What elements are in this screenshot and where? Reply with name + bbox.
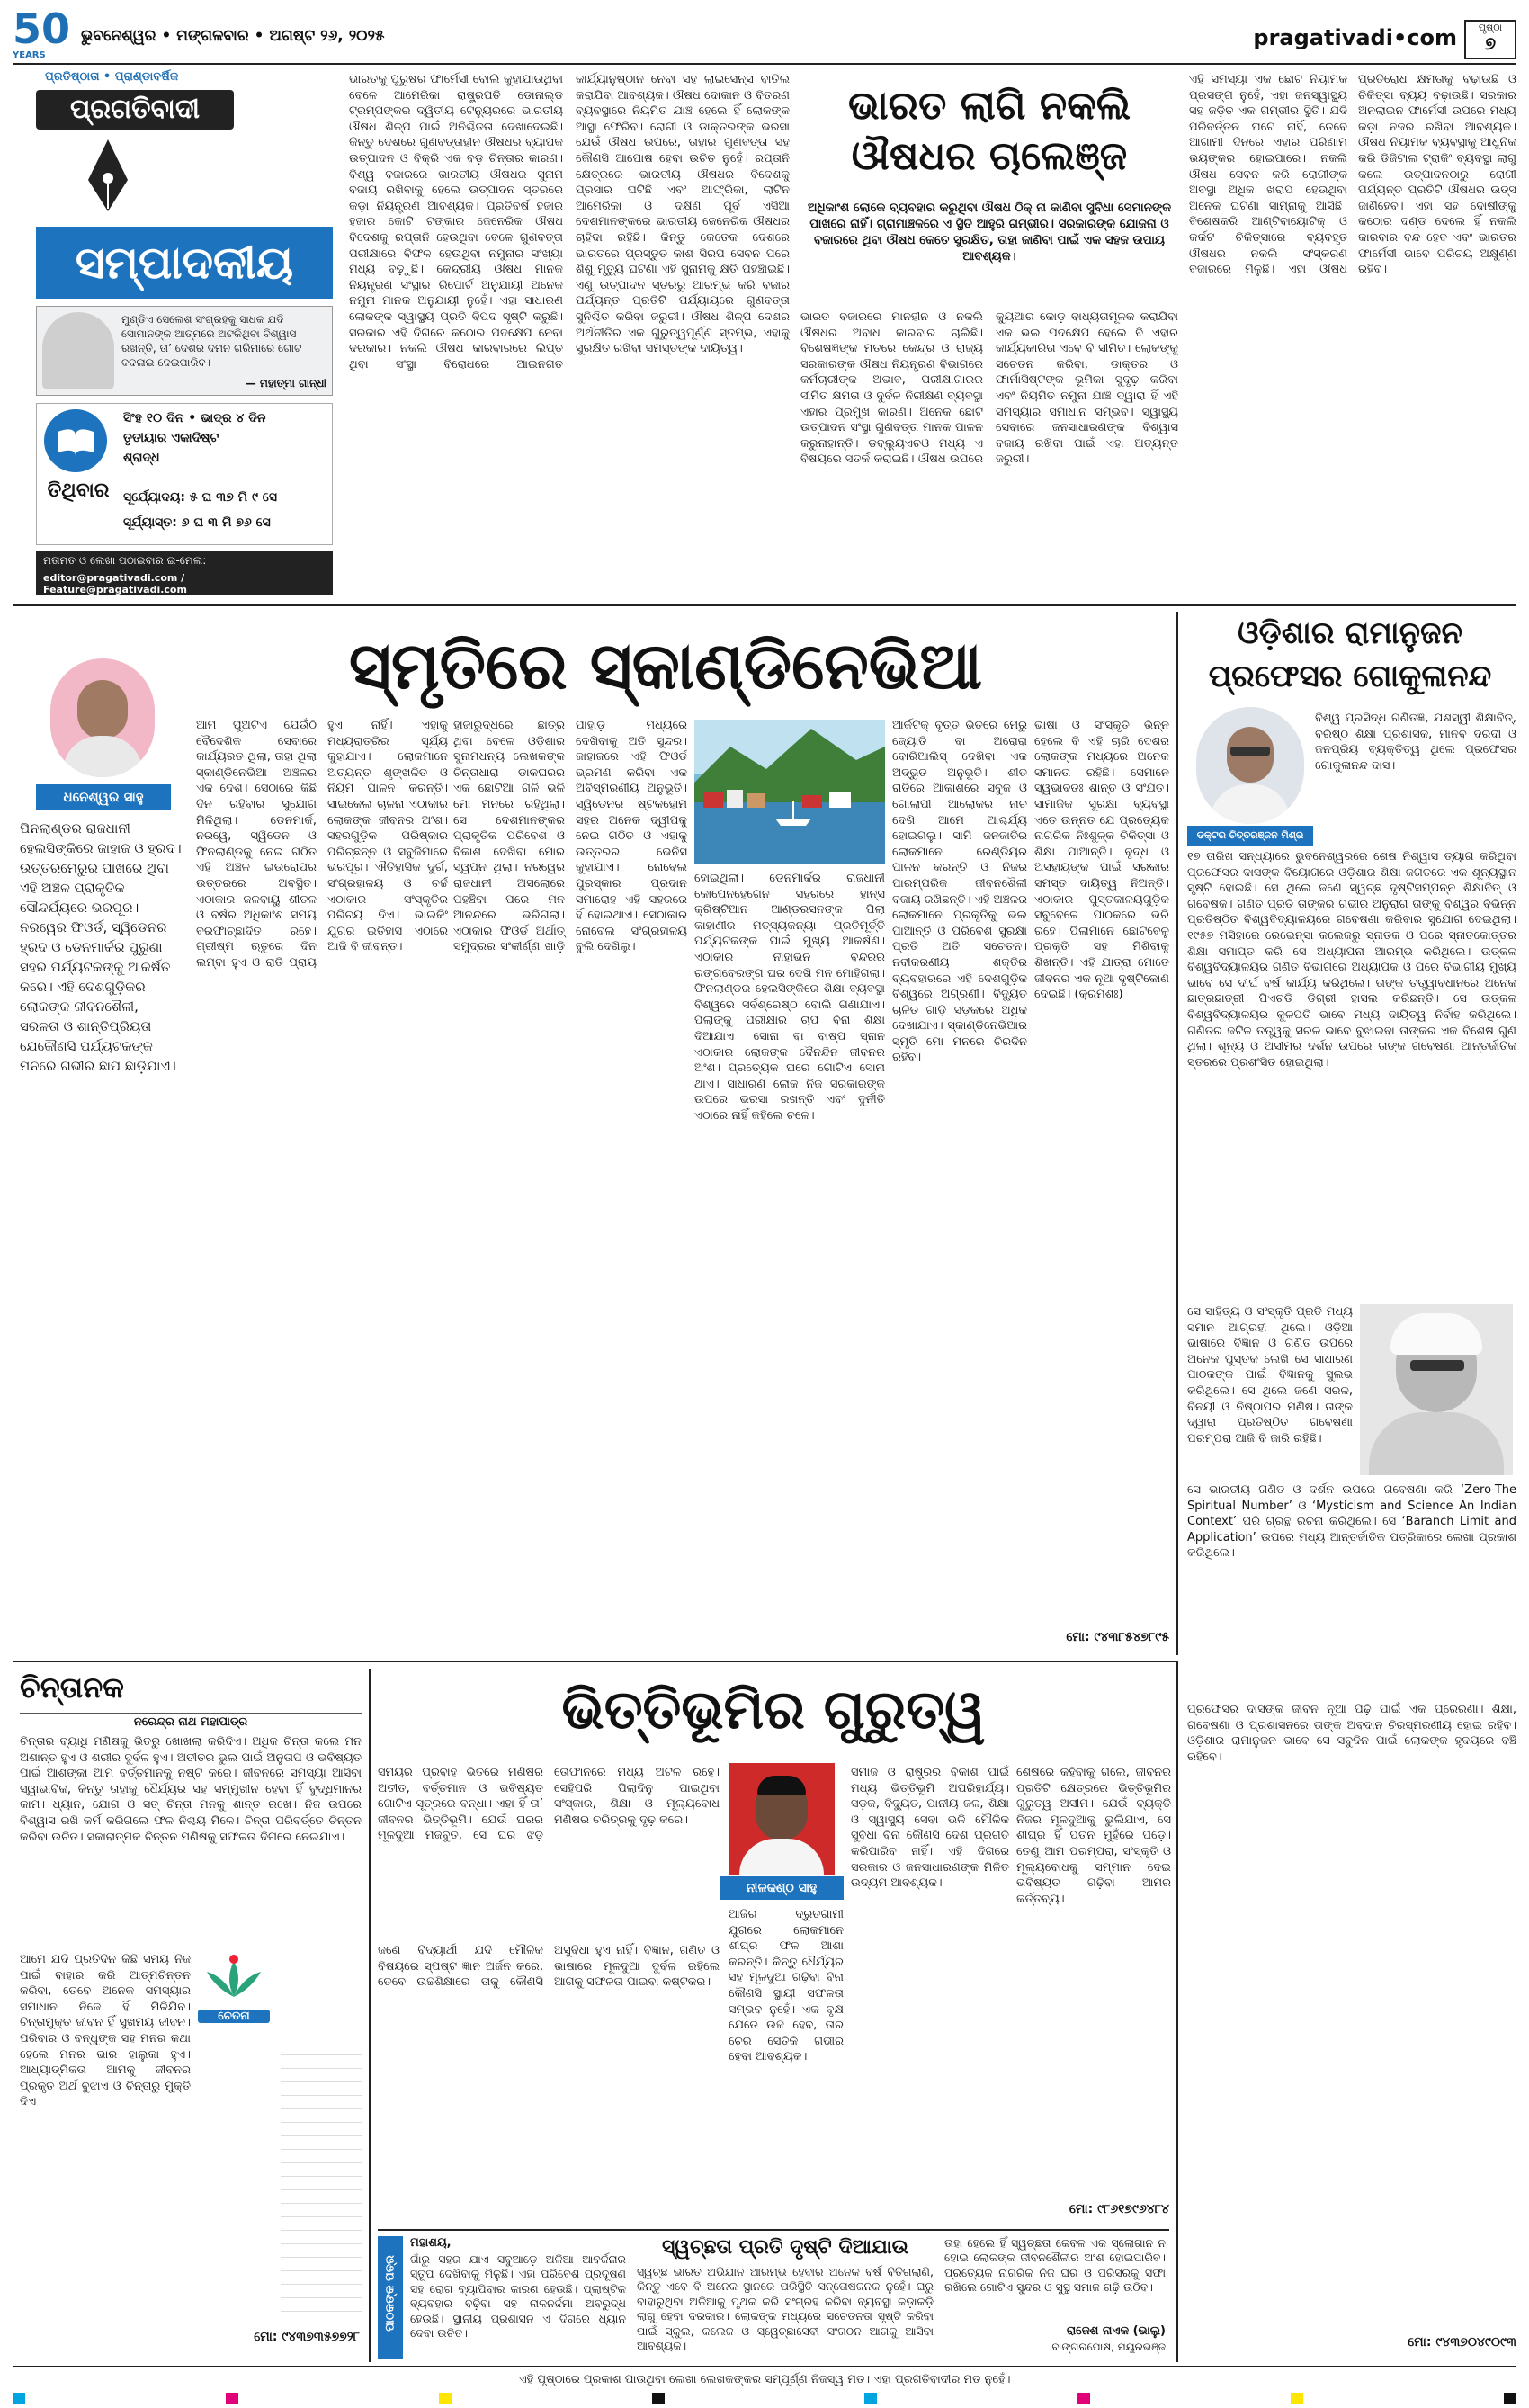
chetana-label: ଚେତନା [198, 2010, 270, 2023]
travel-phone: ମୋ: ୯୪୩୮୫୪୭୮୯୫ [1066, 1630, 1169, 1644]
sunset: ସୂର୍ଯ୍ୟାସ୍ତ: ୬ ଘ ୩ ମି ୭୬ ସେ [123, 515, 271, 530]
color-mark-magenta-2 [1077, 2393, 1090, 2404]
sunrise: ସୂର୍ଯ୍ୟୋଦୟ: ୫ ଘ ୩୭ ମି ୯ ସେ [123, 490, 277, 505]
letters-signature: ରାଜେଶ ନାଏକ (ଭାଲୁ) [1066, 2324, 1166, 2338]
tithi-line1: ସିଂହ ୧୦ ଦିନ • ଭାଦ୍ର ୪ ଦିନ [123, 411, 266, 425]
editorial-bottom-rule [13, 604, 1516, 606]
ramanujan-headline-line2: ପ୍ରଫେସର ଗୋକୁଳାନନ୍ଦ [1208, 658, 1492, 694]
dateline: ଭୁବନେଶ୍ୱର • ମଙ୍ଗଳବାର • ଅଗଷ୍ଟ ୨୬, ୨୦୨୫ [81, 27, 385, 45]
masthead-rule [13, 63, 1516, 65]
quote-text: ମୁଣ୍ଡିଏ ସେଲେଶ ସଂଗ୍ରହକୁ ସାଧକ ଯଦି ସୋମାନଙ୍କ ଆତ୍ମରେ ଅଟକିଥିବା ବିଶ୍ୱାସ ରଖନ୍ତି, ତା’ ଦେଶର ଦମନ ଗରିମାରେ ଗୋଟ ବଦଳାଇ ଦେଇପାରିବ। [121, 313, 302, 369]
foundation-headline: ଭିତ୍ତିଭୂମିର ଗୁରୁତ୍ୱ [561, 1678, 986, 1741]
travel-col4: ଆର୍କଟିକ୍ ବୃତ୍ତ ଭିତରେ ମେରୁ ଜ୍ୟୋତି ବା ଅରୋରା ବୋରିଆଲିସ୍ ଦେଖିବା ଏକ ଅଦ୍ଭୁତ ଅନୁଭୂତି। ଶୀତ ରାତିରେ ଆକାଶରେ ସବୁଜ ଓ ଗୋଲାପୀ ଆଲୋକର ନାଚ ଦେଖି ଆମେ ଆଶ୍ଚର୍ଯ୍ୟ ହୋଇଗଲୁ। ସାମି ଜନଜାତିର ଲୋକମାନେ ରେଣ୍ଡିୟର ପାଳନ କରନ୍ତି ଓ ନିଜର ପାରମ୍ପରିକ ଜୀବନଶୈଳୀ ବଜାୟ ରଖିଛନ୍ତି। ଏହି ଅଞ୍ଚଳର ଲୋକମାନେ ପ୍ରକୃତିକୁ ଭଲ ପାଆନ୍ତି ଓ ପରିବେଶ ସୁରକ୍ଷା ପ୍ରତି ଅତି ସଚେତନ। ନବୀକରଣୀୟ ଶକ୍ତିର ବ୍ୟବହାରରେ ଏହି ଦେଶଗୁଡ଼ିକ ବିଶ୍ୱରେ ଅଗ୍ରଣୀ। ବିଦ୍ୟୁତ ଚାଳିତ ଗାଡ଼ି ସଡ଼କରେ ଅଧିକ ଦେଖାଯାଏ। ସ୍କାଣ୍ଡିନେଭିଆର ସ୍ମୃତି ମୋ ମନରେ ଚିରଦିନ ରହିବ। [892, 719, 1027, 1065]
ramanujan-divider [1176, 612, 1178, 1655]
brand-name: ପ୍ରଗତିବାଦୀ [69, 94, 201, 125]
color-mark-magenta [226, 2393, 238, 2404]
anniversary-number: 50 [13, 4, 71, 53]
travel-col1: ଆମ ପୁଅଟିଏ ଯେଉଁଠି ବୈଦେଶିକ ସେବାରେ କାର୍ଯ୍ୟରତ ଥିଲା, ତାହା ଥିଲା ସ୍କାଣ୍ଡିନେଭିଆ ଅଞ୍ଚଳର ଏକ ଦେଶ। ସେଠାରେ କିଛି ଦିନ ରହିବାର ସୁଯୋଗ ମିଳିଥିଲା। ଡେନମାର୍କ, ନରୱେ, ସ୍ୱିଡେନ ଓ ଫିନଲାଣ୍ଡକୁ ନେଇ ଗଠିତ ଏହି ଅଞ୍ଚଳ ଇଉରୋପର ଉତ୍ତରରେ ଅବସ୍ଥିତ। ଏଠାକାର ଜଳବାୟୁ ଶୀତଳ ଓ ବର୍ଷର ଅଧିକାଂଶ ସମୟ ବରଫାଚ୍ଛାଦିତ ରହେ। ଗ୍ରୀଷ୍ମ ଋତୁରେ ଦିନ ଲମ୍ବା ହୁଏ ଓ ରାତି ପ୍ରାୟ ହୁଏ ନାହିଁ। ଏହାକୁ ମଧ୍ୟରାତ୍ରିର ସୂର୍ଯ୍ୟ କୁହାଯାଏ। ଲୋକମାନେ ଅତ୍ୟନ୍ତ ଶୃଙ୍ଖଳିତ ଓ ନିୟମ ପାଳନ କରନ୍ତି। ସାଇକେଲ ଚାଳନା ଏଠାକାର ଲୋକଙ୍କ ଜୀବନର ଅଂଶ। ସହରଗୁଡ଼ିକ ପରିଷ୍କାର ପରିଚ୍ଛନ୍ନ ଓ ସବୁଜିମାରେ ଭରପୂର। ଐତିହାସିକ ଦୁର୍ଗ, ସଂଗ୍ରହାଳୟ ଓ ଚର୍ଚ୍ଚ ଏଠାକାର ସଂସ୍କୃତିର ପରିଚୟ ଦିଏ। ଭାଇକିଂ ଯୁଗର ଇତିହାସ ଏଠାରେ ଆଜି ବି ଜୀବନ୍ତ। [196, 719, 448, 970]
chintanaka-body: ଚିନ୍ତାର ବ୍ୟାଧି ମଣିଷକୁ ଭିତରୁ ଖୋଖଲା କରିଦିଏ। ଅଧିକ ଚିନ୍ତା କଲେ ମନ ଅଶାନ୍ତ ହୁଏ ଓ ଶରୀର ଦୁର୍ବଳ ହୁଏ। ଅତୀତର ଭୁଲ ପାଇଁ ଅନୁତାପ ଓ ଭବିଷ୍ୟତ ପାଇଁ ଆଶଙ୍କା ଆମ ବର୍ତ୍ତମାନକୁ ନଷ୍ଟ କରେ। ଜୀବନରେ ସମସ୍ୟା ଆସିବା ସ୍ୱାଭାବିକ, କିନ୍ତୁ ତାହାକୁ ଧୈର୍ଯ୍ୟର ସହ ସମ୍ମୁଖୀନ ହେବା ହିଁ ବୁଦ୍ଧିମାନର କାମ। ଧ୍ୟାନ, ଯୋଗ ଓ ସତ୍ ଚିନ୍ତା ମନକୁ ଶାନ୍ତ ରଖେ। ନିଜ ଉପରେ ବିଶ୍ୱାସ ରଖି କର୍ମ କରିଗଲେ ଫଳ ନିଶ୍ଚୟ ମିଳେ। ଚିନ୍ତା ପରିବର୍ତ୍ତେ ଚିନ୍ତନ କରିବା ଉଚିତ। ସକାରାତ୍ମକ ଚିନ୍ତନ ମଣିଷକୁ ସଫଳତା ଦିଗରେ ନେଇଯାଏ। [20, 1735, 362, 1844]
editorial-body2: ଭାରତ ବଜାରରେ ମାନହୀନ ଓ ନକଲି ଔଷଧର ଅବାଧ କାରବାର ଚାଲିଛି। ବିଶେଷଜ୍ଞଙ୍କ ମତରେ କେନ୍ଦ୍ର ଓ ରାଜ୍ୟ ସରକାରଙ୍କ ଔଷଧ ନିୟନ୍ତ୍ରଣ ବିଭାଗରେ କର୍ମଚାରୀଙ୍କ ଅଭାବ, ପରୀକ୍ଷାଗାରର ସୀମିତ କ୍ଷମତା ଓ ଦୁର୍ବଳ ନିରୀକ୍ଷଣ ବ୍ୟବସ୍ଥା ଏହାର ପ୍ରମୁଖ କାରଣ। ଅନେକ ଛୋଟ ଉତ୍ପାଦନ ସଂସ୍ଥା ଗୁଣବତ୍ତା ମାନକ ପାଳନ କରୁନାହାନ୍ତି। ଡବ୍ଲ୍ୟୁଏଚଓ ମଧ୍ୟ ଏ ବିଷୟରେ ସତର୍କ କରାଇଛି। ଔଷଧ ଉପରେ କ୍ୟୁଆର କୋଡ଼ ବାଧ୍ୟତାମୂଳକ କରାଯିବା ଏକ ଭଲ ପଦକ୍ଷେପ ହେଲେ ବି ଏହାର କାର୍ଯ୍ୟକାରିତା ଏବେ ବି ସୀମିତ। ଲୋକଙ୍କୁ ସଚେତନ କରିବା, ଡାକ୍ତର ଓ ଫାର୍ମାସିଷ୍ଟଙ୍କ ଭୂମିକା ସୁଦୃଢ଼ କରିବା ଏବଂ ନିୟମିତ ନମୁନା ଯାଞ୍ଚ ଦ୍ୱାରା ହିଁ ଏହି ସମସ୍ୟାର ସମାଧାନ ସମ୍ଭବ। ସ୍ୱାସ୍ଥ୍ୟ ସେବାରେ ଜନସାଧାରଣଙ୍କ ବିଶ୍ୱାସ ବଜାୟ ରଖିବା ପାଇଁ ଏହା ଅତ୍ୟନ୍ତ ଜରୁରୀ। [800, 310, 1178, 467]
foundation-col4: ସମାଜ ଓ ରାଷ୍ଟ୍ରର ବିକାଶ ପାଇଁ ମଧ୍ୟ ଭିତ୍ତିଭୂମି ଅପରିହାର୍ଯ୍ୟ। ସଡ଼କ, ବିଦ୍ୟୁତ, ପାନୀୟ ଜଳ, ଶିକ୍ଷା ଓ ସ୍ୱାସ୍ଥ୍ୟ ସେବା ଭଳି ମୌଳିକ ସୁବିଧା ବିନା କୌଣସି ଦେଶ ପ୍ରଗତି କରିପାରିବ ନାହିଁ। ଏହି ଦିଗରେ ସରକାର ଓ ଜନସାଧାରଣଙ୍କ ମିଳିତ ଉଦ୍ୟମ ଆବଶ୍ୟକ। [851, 1766, 1009, 1891]
footer-rule [13, 2366, 1516, 2367]
foundation-col5: ଶେଷରେ କହିବାକୁ ଗଲେ, ଜୀବନର ପ୍ରତିଟି କ୍ଷେତ୍ରରେ ଭିତ୍ତିଭୂମିର ଗୁରୁତ୍ୱ ଅସୀମ। ଯେଉଁ ବ୍ୟକ୍ତି ନିଜର ମୂଳଦୁଆକୁ ଭୁଲିଯାଏ, ସେ ଶୀଘ୍ର ହିଁ ପତନ ମୁହଁରେ ପଡ଼େ। ତେଣୁ ଆମ ପରମ୍ପରା, ସଂସ୍କୃତି ଓ ମୂଲ୍ୟବୋଧକୁ ସମ୍ମାନ ଦେଇ ଭବିଷ୍ୟତ ଗଢ଼ିବା ଆମର କର୍ତ୍ତବ୍ୟ। [1016, 1766, 1171, 1906]
chintanaka-divider [369, 1669, 371, 2362]
color-mark-black [652, 2393, 665, 2404]
editorial-lead: ଅଧିକାଂଶ ଲୋକେ ବ୍ୟବହାର କରୁଥିବା ଔଷଧ ଠିକ୍ ନା କାଣିବା ସୁବିଧା ସେମାନଙ୍କ ପାଖରେ ନାହିଁ। ଗ୍ରାମାଞ୍ଚଳରେ ଏ ସ୍ଥିତି ଆହୁରି ଗମ୍ଭୀର। ସରକାରଙ୍କ ଯୋଜନା ଓ ବଜାରରେ ଥିବା ଔଷଧ କେତେ ସୁରକ୍ଷିତ, ତାହା ଜାଣିବା ପାଇଁ ଏକ ସହଜ ଉପାୟ ଆବଶ୍ୟକ। [807, 201, 1172, 264]
ramanujan-body2: ସେ ସାହିତ୍ୟ ଓ ସଂସ୍କୃତି ପ୍ରତି ମଧ୍ୟ ସମାନ ଆଗ୍ରହୀ ଥିଲେ। ଓଡ଼ିଆ ଭାଷାରେ ବିଜ୍ଞାନ ଓ ଗଣିତ ଉପରେ ଅନେକ ପୁସ୍ତକ ଲେଖି ସେ ସାଧାରଣ ପାଠକଙ୍କ ପାଇଁ ବିଜ୍ଞାନକୁ ସୁଲଭ କରିଥିଲେ। ସେ ଥିଲେ ଜଣେ ସରଳ, ବିନୟୀ ଓ ନିଷ୍ଠାପର ମଣିଷ। ତାଙ୍କ ଦ୍ୱାରା ପ୍ରତିଷ୍ଠିତ ଗବେଷଣା ପରମ୍ପରା ଆଜି ବି ଜାରି ରହିଛି। [1187, 1305, 1353, 1446]
editorial-headline-line1: ଭାରତ ଲାଗି ନକଲି [848, 83, 1131, 129]
foundation-phone: ମୋ: ୯୮୬୧୭୯୬୪୮୪ [1069, 2202, 1169, 2216]
ramanujan-body: ୧୭ ତାରିଖ ସନ୍ଧ୍ୟାରେ ଭୁବନେଶ୍ୱରରେ ଶେଷ ନିଶ୍ୱାସ ତ୍ୟାଗ କରିଥିବା ପ୍ରଫେସର ଦାସଙ୍କ ବିୟୋଗରେ ଓଡ଼ିଶାର ଶିକ୍ଷା ଜଗତରେ ଏକ ଶୂନ୍ୟସ୍ଥାନ ସୃଷ୍ଟି ହୋଇଛି। ସେ ଥିଲେ ଜଣେ ସ୍ୱଚ୍ଛ ଦୃଷ୍ଟିସମ୍ପନ୍ନ ଶିକ୍ଷାବିତ୍ ଓ ଗବେଷକ। ଗଣିତ ପ୍ରତି ତାଙ୍କର ଗଭୀର ଅନୁରାଗ ତାଙ୍କୁ ବିଶ୍ୱର ବିଭିନ୍ନ ପ୍ରତିଷ୍ଠିତ ବିଶ୍ୱବିଦ୍ୟାଳୟରେ ଗବେଷଣା କରିବାର ସୁଯୋଗ ଦେଇଥିଲା। ୧୯୫୭ ମସିହାରେ ରେଭେନ୍ସା କଲେଜରୁ ସ୍ନାତକ ଓ ପରେ ସ୍ନାତକୋତ୍ତର ଶିକ୍ଷା ସମାପ୍ତ କରି ସେ ଅଧ୍ୟାପନା ଆରମ୍ଭ କରିଥିଲେ। ଉତ୍କଳ ବିଶ୍ୱବିଦ୍ୟାଳୟର ଗଣିତ ବିଭାଗରେ ଅଧ୍ୟାପକ ଓ ପରେ ବିଭାଗୀୟ ମୁଖ୍ୟ ଭାବେ ସେ ଦୀର୍ଘ ବର୍ଷ କାର୍ଯ୍ୟ କରିଥିଲେ। ତାଙ୍କ ତତ୍ତ୍ୱାବଧାନରେ ଅନେକ ଛାତ୍ରଛାତ୍ରୀ ପିଏଚଡି ଡିଗ୍ରୀ ହାସଲ କରିଛନ୍ତି। ସେ ଉତ୍କଳ ବିଶ୍ୱବିଦ୍ୟାଳୟର କୁଳପତି ଭାବେ ମଧ୍ୟ ଦାୟିତ୍ୱ ନିର୍ବାହ କରିଥିଲେ। ଗଣିତର ଜଟିଳ ତତ୍ତ୍ୱକୁ ସରଳ ଭାବେ ବୁଝାଇବା ତାଙ୍କର ଏକ ବିଶେଷ ଗୁଣ ଥିଲା। ଶୂନ୍ୟ ଓ ଅସୀମର ଦର୍ଶନ ଉପରେ ତାଙ୍କ ଗବେଷଣା ଆନ୍ତର୍ଜାତିକ ସ୍ତରରେ ପ୍ରଶଂସିତ ହୋଇଥିଲା। [1187, 850, 1516, 1070]
ramanujan-books: ସେ ଭାରତୀୟ ଗଣିତ ଓ ଦର୍ଶନ ଉପରେ ଗବେଷଣା କରି ‘Zero-The Spiritual Number’ ଓ ‘Mysticism and Science An Indian Context’ ପରି ଗ୍ରନ୍ଥ ରଚନା କରିଥିଲେ। ସେ ‘Baranch Limit and Application’ ଉପରେ ମଧ୍ୟ ଆନ୍ତର୍ଜାତିକ ପତ୍ରିକାରେ ଲେଖା ପ୍ରକାଶ କରିଥିଲେ। [1187, 1483, 1516, 1561]
tithi-line2: ତୃତୀୟାର ଏକାଦିଷ୍ଟ [123, 431, 219, 445]
gandhi-portrait [42, 312, 114, 389]
color-mark-yellow-2 [1291, 2393, 1303, 2404]
gokulananda-photo [1360, 1304, 1513, 1475]
chintanaka-phone: ମୋ: ୯୪୩୭୩୫୭୭୨୮ [254, 2330, 360, 2344]
contact-label: ମତାମତ ଓ ଲେଖା ପଠାଇବାର ଇ-ମେଲ: [43, 554, 207, 567]
chetana-logo [198, 1952, 270, 2033]
page-label: ପୃଷ୍ଠା [1478, 22, 1503, 33]
travel-col3: ହୋଇଥିଲା। ଡେନମାର୍କର ରାଜଧାନୀ କୋପେନହେଗେନ ସହରରେ ହାନ୍ସ କ୍ରିଷ୍ଟିଆନ ଆଣ୍ଡରସନଙ୍କ ପିଲା କାହାଣୀର ମତ୍ସ୍ୟକନ୍ୟା ପ୍ରତିମୂର୍ତ୍ତି ପର୍ଯ୍ୟଟକଙ୍କ ପାଇଁ ମୁଖ୍ୟ ଆକର୍ଷଣ। ଏଠାକାର ନୀହାଭନ ବନ୍ଦରର ରଙ୍ଗବେରଙ୍ଗ ଘର ଦେଖି ମନ ମୋହିଗଲା। ଫିନଲାଣ୍ଡର ହେଲସିଙ୍କିରେ ଶିକ୍ଷା ବ୍ୟବସ୍ଥା ବିଶ୍ୱରେ ସର୍ବଶ୍ରେଷ୍ଠ ବୋଲି ଗଣାଯାଏ। ପିଲାଙ୍କୁ ପରୀକ୍ଷାର ଚାପ ବିନା ଶିକ୍ଷା ଦିଆଯାଏ। ସୋନା ବା ବାଷ୍ପ ସ୍ନାନ ଏଠାକାର ଲୋକଙ୍କ ଦୈନନ୍ଦିନ ଜୀବନର ଅଂଶ। ପ୍ରତ୍ୟେକ ଘରେ ଗୋଟିଏ ସୋନା ଥାଏ। ସାଧାରଣ ଲୋକ ନିଜ ସରକାରଙ୍କ ଉପରେ ଭରସା ରଖନ୍ତି ଏବଂ ଦୁର୍ନୀତି ଏଠାରେ ନାହିଁ କହିଲେ ଚଳେ। [694, 872, 885, 1123]
chintanaka-body-right [281, 2042, 362, 2321]
right-column-divider [1176, 1661, 1178, 2362]
chintanaka-header: ଚିନ୍ତାନକ [20, 1670, 124, 1705]
tithi-label: ତିଥିବାର [47, 479, 110, 502]
ramanujan-intro: ବିଶ୍ୱ ପ୍ରସିଦ୍ଧ ଗଣିତଜ୍ଞ, ଯଶସ୍ୱୀ ଶିକ୍ଷାବିତ୍, ବରିଷ୍ଠ ଶିକ୍ଷା ପ୍ରଶାସକ, ମାନବ ଦରଦୀ ଓ ଜନପ୍ରିୟ ବ୍ୟକ୍ତିତ୍ୱ ଥିଲେ ପ୍ରଫେସର ଗୋକୁଳାନନ୍ଦ ଦାସ। [1315, 712, 1516, 773]
letters-body2: ସ୍ୱଚ୍ଛ ଭାରତ ଅଭିଯାନ ଆରମ୍ଭ ହେବାର ଅନେକ ବର୍ଷ ବିତିଗଲାଣି, କିନ୍ତୁ ଏବେ ବି ଅନେକ ସ୍ଥାନରେ ପରିସ୍ଥିତି ସନ୍ତୋଷଜନକ ନୁହେଁ। ଘରୁ ବାହାରୁଥିବା ଅଳିଆକୁ ପୃଥକ କରି ସଂଗ୍ରହ କରିବା ବ୍ୟବସ୍ଥା କଡ଼ାକଡ଼ି ଲାଗୁ ହେବା ଦରକାର। ଲୋକଙ୍କ ମଧ୍ୟରେ ସଚେତନତା ସୃଷ୍ଟି କରିବା ପାଇଁ ସ୍କୁଲ, କଲେଜ ଓ ସ୍ୱେଚ୍ଛାସେବୀ ସଂଗଠନ ଆଗକୁ ଆସିବା ଆବଶ୍ୟକ। [637, 2265, 934, 2353]
editorial-body3: ଏହି ସମସ୍ୟା ଏକ ଛୋଟ ନିୟାମକ ପ୍ରସଙ୍ଗ ନୁହେଁ, ଏହା ଜନସ୍ୱାସ୍ଥ୍ୟ ସହ ଜଡ଼ିତ ଏକ ଗମ୍ଭୀର ସ୍ଥିତି। ଯଦି ପରିବର୍ତ୍ତନ ଘଟେ ନାହିଁ, ତେବେ ଆଗାମୀ ଦିନରେ ଏହାର ପରିଣାମ ଭୟଙ୍କର ହୋଇପାରେ। ନକଲି ଔଷଧ ସେବନ କରି ରୋଗୀଙ୍କ ଅବସ୍ଥା ଅଧିକ ଖରାପ ହେଉଥିବା ଅନେକ ଘଟଣା ସାମ୍ନାକୁ ଆସିଛି। ବିଶେଷକରି ଆଣ୍ଟିବାୟୋଟିକ୍ ଓ କର୍କଟ ଚିକିତ୍ସାରେ ବ୍ୟବହୃତ ଔଷଧର ନକଲି ସଂସ୍କରଣ ବଜାରରେ ମିଳୁଛି। ଏହା ଔଷଧ ପ୍ରତିରୋଧ କ୍ଷମତାକୁ ବଢ଼ାଉଛି ଓ ଚିକିତ୍ସା ବ୍ୟୟ ବଢ଼ାଉଛି। ସରକାର ଅନଲାଇନ ଫାର୍ମେସୀ ଉପରେ ମଧ୍ୟ କଡ଼ା ନଜର ରଖିବା ଆବଶ୍ୟକ। ଔଷଧ ନିୟାମକ ବ୍ୟବସ୍ଥାକୁ ଆଧୁନିକ କରି ଡିଜିଟାଲ ଟ୍ରାକିଂ ବ୍ୟବସ୍ଥା ଲାଗୁ କଲେ ଉତ୍ପାଦନଠାରୁ ରୋଗୀ ପର୍ଯ୍ୟନ୍ତ ପ୍ରତିଟି ଔଷଧର ଉତ୍ସ ଜାଣିହେବ। ଏହା ସହ ଦୋଷୀଙ୍କୁ କଠୋର ଦଣ୍ଡ ଦେଲେ ହିଁ ନକଲି କାରବାର ବନ୍ଦ ହେବ ଏବଂ ଭାରତର ଫାର୍ମେସୀ ଭାବେ ପରିଚୟ ଅକ୍ଷୁଣ୍ଣ ରହିବ। [1189, 73, 1516, 277]
ramanujan-phone: ମୋ: ୯୪୩୭୦୪୯୦୯୩ [1408, 2335, 1516, 2350]
ramanujan-author: ଡକ୍ଟର ଚିତ୍ତରଞ୍ଜନ ମିଶ୍ର [1187, 826, 1313, 846]
foundation-author: ନୀଳକଣ୍ଠ ସାହୁ [720, 1876, 844, 1900]
foundation-col1: ସମୟର ପ୍ରବାହ ଭିତରେ ମଣିଷର ଅତୀତ, ବର୍ତ୍ତମାନ ଓ ଭବିଷ୍ୟତ ଗୋଟିଏ ସୂତ୍ରରେ ବନ୍ଧା। ଏହା ହିଁ ତା’ ଜୀବନର ଭିତ୍ତିଭୂମି। ଯେଉଁ ଘରର ମୂଳଦୁଆ ମଜବୁତ, ସେ ଘର ଝଡ଼ ତୋଫାନରେ ମଧ୍ୟ ଅଟଳ ରହେ। ସେହିପରି ପିଲାଦିନୁ ପାଇଥିବା ସଂସ୍କାର, ଶିକ୍ଷା ଓ ମୂଲ୍ୟବୋଧ ମଣିଷର ଚରିତ୍ରକୁ ଦୃଢ଼ କରେ। [378, 1766, 720, 1843]
founder-line: ପ୍ରତିଷ୍ଠାତା • ପ୍ରାଣ୍ଡାବର୍ଷିକ [45, 70, 179, 84]
color-mark-black-2 [1504, 2393, 1516, 2404]
letters-body1: ଗାଁରୁ ସହର ଯାଏ ସବୁଆଡ଼େ ଅଳିଆ ଆବର୍ଜନାର ସ୍ତୂପ ଦେଖିବାକୁ ମିଳୁଛି। ଏହା ପରିବେଶ ପ୍ରଦୂଷଣ ସହ ରୋଗ ବ୍ୟାପିବାର କାରଣ ହେଉଛି। ପ୍ଲାଷ୍ଟିକ ବ୍ୟବହାର ବଢ଼ିବା ସହ ନାଳନର୍ଦ୍ଦମା ଅବରୁଦ୍ଧ ହେଉଛି। ସ୍ଥାନୀୟ ପ୍ରଶାସନ ଏ ଦିଗରେ ଧ୍ୟାନ ଦେବା ଉଚିତ। [410, 2252, 626, 2341]
quote-box [36, 306, 333, 396]
book-icon [44, 409, 107, 472]
color-mark-yellow [439, 2393, 452, 2404]
ramanujan-author-photo [1196, 707, 1304, 824]
chintanaka-author: ନରେନ୍ଦ୍ର ନାଥ ମହାପାତ୍ର [20, 1713, 362, 1729]
anniversary-label: YEARS [13, 50, 46, 60]
travel-author-photo [50, 658, 155, 777]
letters-side-label-text: ପାଠକଙ୍କ ପତ୍ର [383, 2255, 398, 2332]
travel-headline: ସ୍ମୃତିରେ ସ୍କାଣ୍ଡିନେଭିଆ [348, 628, 983, 703]
chintanaka-body-left: ଆମେ ଯଦି ପ୍ରତିଦିନ କିଛି ସମୟ ନିଜ ପାଇଁ ବାହାର କରି ଆତ୍ମଚିନ୍ତନ କରିବା, ତେବେ ଅନେକ ସମସ୍ୟାର ସମାଧାନ ନିଜେ ହିଁ ମିଳିଯିବ। ଚିନ୍ତାମୁକ୍ତ ଜୀବନ ହିଁ ସୁଖମୟ ଜୀବନ। ପରିବାର ଓ ବନ୍ଧୁଙ୍କ ସହ ମନର କଥା ହେଲେ ମନର ଭାର ହାଲୁକା ହୁଏ। ଆଧ୍ୟାତ୍ମିକତା ଆମକୁ ଜୀବନର ପ୍ରକୃତ ଅର୍ଥ ବୁଝାଏ ଓ ଚିନ୍ତାରୁ ମୁକ୍ତି ଦିଏ। [20, 1953, 191, 2109]
scandinavia-photo [694, 720, 885, 864]
section-banner [36, 227, 333, 299]
travel-pullquote: ପିନଲାଣ୍ଡର ରାଜଧାନୀ ହେଲସିଙ୍କିରେ ଜାହାଜ ଓ ହ୍ରଦ। ଉତ୍ତରମେରୁର ପାଖରେ ଥିବା ଏହି ଅଞ୍ଚଳ ପ୍ରାକୃତିକ ସୌନ୍ଦର୍ଯ୍ୟରେ ଭରପୂର। ନରୱେର ଫିଓର୍ଡ, ସ୍ୱିଡେନର ହ୍ରଦ ଓ ଡେନମାର୍କର ପୁରୁଣା ସହର ପର୍ଯ୍ୟଟକଙ୍କୁ ଆକର୍ଷିତ କରେ। ଏହି ଦେଶଗୁଡ଼ିକର ଲୋକଙ୍କ ଜୀବନଶୈଳୀ, ସରଳତା ଓ ଶାନ୍ତିପ୍ରିୟତା ଯେକୌଣସି ପର୍ଯ୍ୟଟକଙ୍କ ମନରେ ଗଭୀର ଛାପ ଛାଡ଼ିଯାଏ। [20, 820, 182, 1074]
site-name: pragativadi•com [1253, 25, 1457, 50]
tithi-box [36, 403, 333, 545]
tithi-line3: ଶ୍ରାଦ୍ଧ [123, 451, 160, 465]
registration-marks [13, 2393, 1516, 2404]
color-mark-cyan [13, 2393, 25, 2404]
editorial-headline [800, 81, 1178, 182]
foundation-col2: ଜଣେ ବିଦ୍ୟାର୍ଥୀ ଯଦି ମୌଳିକ ବିଷୟରେ ସ୍ପଷ୍ଟ ଜ୍ଞାନ ଅର୍ଜନ କରେ, ତେବେ ଉଚ୍ଚଶିକ୍ଷାରେ ତାକୁ କୌଣସି ଅସୁବିଧା ହୁଏ ନାହିଁ। ବିଜ୍ଞାନ, ଗଣିତ ଓ ଭାଷାରେ ମୂଳଦୁଆ ଦୁର୍ବଳ ରହିଲେ ଆଗକୁ ସଫଳତା ପାଇବା କଷ୍ଟକର। [378, 1944, 720, 1990]
section-title: ସମ୍ପାଦକୀୟ [75, 237, 294, 289]
footer-disclaimer: ଏହି ପୃଷ୍ଠାରେ ପ୍ରକାଶ ପାଉଥିବା ଲେଖା ଲେଖକଙ୍କର ସମ୍ପୂର୍ଣ୍ଣ ନିଜସ୍ୱ ମତ। ଏହା ପ୍ରଗତିବାଦୀର ମତ ନୁହେଁ। [518, 2373, 1011, 2386]
travel-author: ଧନେଶ୍ୱର ସାହୁ [36, 784, 171, 810]
letters-salutation: ମହାଶୟ, [410, 2236, 452, 2250]
letters-box [378, 2229, 1169, 2362]
letters-body3: ତାହା ହେଲେ ହିଁ ସ୍ୱଚ୍ଛତା କେବଳ ଏକ ସ୍ଲୋଗାନ ନ ହୋଇ ଲୋକଙ୍କ ଜୀବନଶୈଳୀର ଅଂଶ ହୋଇପାରିବ। ପ୍ରତ୍ୟେକ ନାଗରିକ ନିଜ ଘର ଓ ପରିସରକୁ ସଫା ରଖିଲେ ଗୋଟିଏ ସୁନ୍ଦର ଓ ସୁସ୍ଥ ସମାଜ ଗଢ଼ି ଉଠିବ। [944, 2236, 1166, 2295]
contact-box [36, 551, 333, 595]
travel-col2: ହାଜାରୁଦ୍ଧରେ ଛାତ୍ର ଥିବା ବେଳେ ଓଡ଼ିଶାର ସୁନାମଧନ୍ୟ ଲେଖକଙ୍କ ଚିନ୍ତାଧାରା ଡାକଘରର ଏକ ଛୋଟିଆ ଗଳି ଭଳି ମୋ ମନରେ ରହିଥିଲା। ସେ ଦେଶମାନଙ୍କର ପ୍ରାକୃତିକ ପରିବେଶ ଓ ବିକାଶ ଦେଖିବା ମୋର ସ୍ୱପ୍ନ ଥିଲା। ନରୱେର ରାଜଧାନୀ ଅସଲୋରେ ପହଞ୍ଚିବା ପରେ ମନ ଆନନ୍ଦରେ ଭରିଗଲା। ଏଠାକାର ଫିଓର୍ଡ ଅର୍ଥାତ୍ ସମୁଦ୍ରର ସଂକୀର୍ଣ୍ଣ ଖାଡ଼ି ପାହାଡ଼ ମଧ୍ୟରେ ଦେଖିବାକୁ ଅତି ସୁନ୍ଦର। ଜାହାଜରେ ଏହି ଫିଓର୍ଡ ଭ୍ରମଣ କରିବା ଏକ ଅବିସ୍ମରଣୀୟ ଅନୁଭୂତି। ସ୍ୱିଡେନର ଷ୍ଟକହୋମ ସହର ଅନେକ ଦ୍ୱୀପକୁ ନେଇ ଗଠିତ ଓ ଏହାକୁ ଉତ୍ତରର ଭେନିସ କୁହାଯାଏ। ନୋବେଲ ପୁରସ୍କାର ପ୍ରଦାନ ସମାରୋହ ଏହି ସହରରେ ହିଁ ହୋଇଥାଏ। ସେଠାକାର ନୋବେଲ ସଂଗ୍ରହାଳୟ ବୁଲି ଦେଖିଲୁ। [453, 719, 687, 954]
editorial-headline-line2: ଔଷଧର ଚାଲେଞ୍ଜ [851, 133, 1128, 179]
letters-side-label [378, 2236, 403, 2359]
page-number: ୭ [1484, 32, 1497, 54]
page-number-box [1464, 20, 1516, 59]
letters-place: ବାଙ୍ଗରପୋଷ, ମୟୂରଭଞ୍ଜ [1051, 2341, 1166, 2353]
quote-author: — ମହାତ୍ମା ଗାନ୍ଧୀ [245, 377, 326, 389]
color-mark-cyan-2 [864, 2393, 877, 2404]
anniversary-logo [13, 4, 76, 63]
letters-headline: ସ୍ୱଚ୍ଛତା ପ୍ରତି ଦୃଷ୍ଟି ଦିଆଯାଉ [662, 2236, 908, 2259]
travel-bottom-rule [13, 1661, 1176, 1662]
brand-banner [36, 90, 234, 130]
editorial-body: ଭାରତକୁ ପୁରୁଷର ଫାର୍ମେସୀ ବୋଲି କୁହାଯାଉଥିବା ବେଳେ ଆମେରିକା ରାଷ୍ଟ୍ରପତି ଡୋନାଲ୍ଡ ଟ୍ରମ୍ପଙ୍କର ଦ୍ୱିତୀୟ ଟେନ୍ୟୁରରେ ଭାରତୀୟ ଔଷଧ ଶିଳ୍ପ ପାଇଁ ଅନିଶ୍ଚିତତା ଦେଖାଦେଇଛି। କିନ୍ତୁ ଦେଶରେ ଗୁଣବତ୍ତାହୀନ ଔଷଧର ବ୍ୟାପକ ଉତ୍ପାଦନ ଓ ବିକ୍ରି ଏକ ବଡ଼ ଚିନ୍ତାର କାରଣ। ବିଶ୍ୱ ବଜାରରେ ଭାରତୀୟ ଔଷଧର ସୁନାମ ବଜାୟ ରଖିବାକୁ ହେଲେ ଉତ୍ପାଦନ ସ୍ତରରେ କଡ଼ା ନିୟନ୍ତ୍ରଣ ଆବଶ୍ୟକ। ପ୍ରତିବର୍ଷ ହଜାର ହଜାର କୋଟି ଟଙ୍କାର ଜେନେରିକ ଔଷଧ ବିଦେଶକୁ ରପ୍ତାନି ହେଉଥିବା ବେଳେ ଗୁଣବତ୍ତା ପରୀକ୍ଷାରେ ବିଫଳ ହେଉଥିବା ନମୁନାର ସଂଖ୍ୟା ମଧ୍ୟ ବଢ଼ୁଛି। କେନ୍ଦ୍ରୀୟ ଔଷଧ ମାନକ ନିୟନ୍ତ୍ରଣ ସଂସ୍ଥାର ରିପୋର୍ଟ ଅନୁଯାୟୀ ଅନେକ ନମୁନା ମାନକ ଅନୁଯାୟୀ ନୁହେଁ। ଏହା ସାଧାରଣ ଲୋକଙ୍କ ସ୍ୱାସ୍ଥ୍ୟ ପ୍ରତି ବିପଦ ସୃଷ୍ଟି କରୁଛି। ସରକାର ଏହି ଦିଗରେ କଠୋର ପଦକ୍ଷେପ ନେବା ଦରକାର। ନକଲି ଔଷଧ କାରବାରରେ ଲିପ୍ତ ଥିବା ସଂସ୍ଥା ବିରୋଧରେ ଆଇନଗତ କାର୍ଯ୍ୟାନୁଷ୍ଠାନ ନେବା ସହ ଲାଇସେନ୍ସ ବାତିଲ କରାଯିବା ଆବଶ୍ୟକ। ଔଷଧ ଦୋକାନ ଓ ବିତରଣ ବ୍ୟବସ୍ଥାରେ ନିୟମିତ ଯାଞ୍ଚ ହେଲେ ହିଁ ଲୋକଙ୍କ ଆସ୍ଥା ଫେରିବ। ରୋଗୀ ଓ ଡାକ୍ତରଙ୍କ ଭରସା ଯେଉଁ ଔଷଧ ଉପରେ, ତାହାର ଗୁଣବତ୍ତା ସହ କୌଣସି ଆପୋଷ ହେବା ଉଚିତ ନୁହେଁ। ରପ୍ତାନି କ୍ଷେତ୍ରରେ ଭାରତୀୟ ଔଷଧର ବିଦେଶକୁ ପ୍ରସାର ଘଟିଛି ଏବଂ ଆଫ୍ରିକା, ଲାଟିନ ଆମେରିକା ଓ ଦକ୍ଷିଣ ପୂର୍ବ ଏସିଆ ଦେଶମାନଙ୍କରେ ଭାରତୀୟ ଜେନେରିକ ଔଷଧର ଚାହିଦା ରହିଛି। କିନ୍ତୁ କେତେକ ଦେଶରେ ଭାରତରେ ପ୍ରସ୍ତୁତ କାଶ ସିରପ ସେବନ ପରେ ଶିଶୁ ମୃତ୍ୟୁ ଘଟଣା ଏହି ସୁନାମକୁ କ୍ଷତି ପହଞ୍ଚାଇଛି। ଏଣୁ ଉତ୍ପାଦନ ସ୍ତରରୁ ଆରମ୍ଭ କରି ବଜାର ପର୍ଯ୍ୟନ୍ତ ପ୍ରତିଟି ପର୍ଯ୍ୟାୟରେ ଗୁଣବତ୍ତା ସୁନିଶ୍ଚିତ କରିବା ଜରୁରୀ। ଔଷଧ ଶିଳ୍ପ ଦେଶର ଅର୍ଥନୀତିର ଏକ ଗୁରୁତ୍ୱପୂର୍ଣ୍ଣ ସ୍ତମ୍ଭ, ଏହାକୁ ସୁରକ୍ଷିତ ରଖିବା ସମସ୍ତଙ୍କ ଦାୟିତ୍ୱ। [349, 73, 790, 371]
foundation-col3: ଆଜିର ଦ୍ରୁତଗାମୀ ଯୁଗରେ ଲୋକମାନେ ଶୀଘ୍ର ଫଳ ଆଶା କରନ୍ତି। କିନ୍ତୁ ଧୈର୍ଯ୍ୟର ସହ ମୂଳଦୁଆ ଗଢ଼ିବା ବିନା କୌଣସି ସ୍ଥାୟୀ ସଫଳତା ସମ୍ଭବ ନୁହେଁ। ଏକ ବୃକ୍ଷ ଯେତେ ଉଚ୍ଚ ହେବ, ତାର ଚେର ସେତିକି ଗଭୀର ହେବା ଆବଶ୍ୟକ। [729, 1908, 844, 2064]
ramanujan-body3: ପ୍ରଫେସର ଦାସଙ୍କ ଜୀବନ ନୂଆ ପିଢ଼ି ପାଇଁ ଏକ ପ୍ରେରଣା। ଶିକ୍ଷା, ଗବେଷଣା ଓ ପ୍ରଶାସନରେ ତାଙ୍କ ଅବଦାନ ଚିରସ୍ମରଣୀୟ ହୋଇ ରହିବ। ଓଡ଼ିଶାର ରାମାନୁଜନ ଭାବେ ସେ ସବୁଦିନ ପାଇଁ ଲୋକଙ୍କ ହୃଦୟରେ ବଞ୍ଚି ରହିବେ। [1187, 1703, 1516, 1764]
ramanujan-headline [1184, 612, 1516, 698]
pen-nib-icon [72, 135, 144, 216]
contact-email[interactable]: editor@pragativadi.com / Feature@pragativadi.com [43, 572, 187, 595]
lotus-icon [198, 1952, 270, 2006]
travel-col5: ଭାଷା ଓ ସଂସ୍କୃତି ଭିନ୍ନ ହେଲେ ବି ଏହି ଚାରି ଦେଶର ଲୋକଙ୍କ ମଧ୍ୟରେ ଅନେକ ସମାନତା ରହିଛି। ସେମାନେ ସ୍ୱଭାବତଃ ଶାନ୍ତ ଓ ସଂଯତ। ସାମାଜିକ ସୁରକ୍ଷା ବ୍ୟବସ୍ଥା ଏତେ ଉନ୍ନତ ଯେ ପ୍ରତ୍ୟେକ ନାଗରିକ ନିଃଶୁଳ୍କ ଚିକିତ୍ସା ଓ ଶିକ୍ଷା ପାଆନ୍ତି। ବୃଦ୍ଧ ଓ ଅସହାୟଙ୍କ ପାଇଁ ସରକାର ସମସ୍ତ ଦାୟିତ୍ୱ ନିଅନ୍ତି। ଏଠାକାର ପୁସ୍ତକାଳୟଗୁଡ଼ିକ ସବୁବେଳେ ପାଠକରେ ଭରି ରହେ। ପିଲାମାନେ ଛୋଟବେଳୁ ପ୍ରକୃତି ସହ ମିଶିବାକୁ ଶିଖନ୍ତି। ଏହି ଯାତ୍ରା ମୋତେ ଜୀବନର ଏକ ନୂଆ ଦୃଷ୍ଟିକୋଣ ଦେଇଛି। (କ୍ରମଶଃ) [1034, 719, 1169, 1002]
foundation-author-photo [729, 1763, 835, 1875]
ramanujan-headline-line1: ଓଡ଼ିଶାର ରାମାନୁଜନ [1238, 615, 1462, 651]
